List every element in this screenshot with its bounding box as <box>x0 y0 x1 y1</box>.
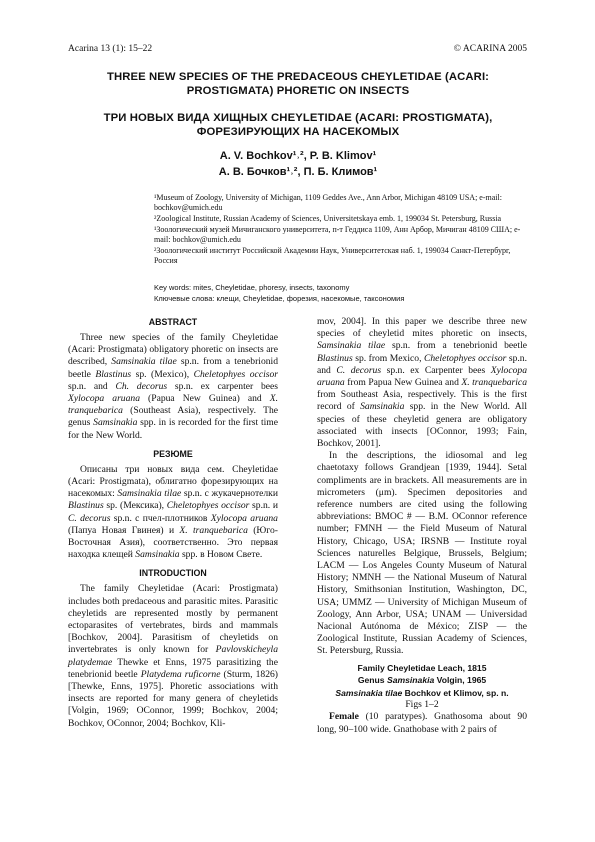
title-russian <box>68 111 528 139</box>
affiliation-2-en: ²Zoological Institute, Russian Academy of Sciences, Universitetskaya emb. 1, 199034 St. Petersburg, Russia <box>154 214 502 224</box>
keywords <box>154 283 534 304</box>
affiliation-1-ru: ¹Зоологический музей Мичиганского университета, п-т Геддиса 1109, Анн Арбор, Мичиган 48109 США; e-mail: bochkov@umich.edu <box>154 224 521 245</box>
title-russian-line-2: ФОРЕЗИРУЮЩИХ НА НАСЕКОМЫХ <box>196 126 400 138</box>
species-heading: Samsinakia tilae Bochkov et Klimov, sp. n. <box>335 687 509 698</box>
affiliation-2-ru: ²Зоологический институт Российской Академии Наук, Университетская наб. 1, 199034 Санкт-Петербург, Россия <box>154 245 511 266</box>
title-english-line-1: THREE NEW SPECIES OF THE PREDACEOUS CHEYLETIDAE (ACARI: <box>106 71 490 83</box>
introduction-heading: INTRODUCTION <box>139 568 207 579</box>
female-description: Female (10 paratypes). Gnathosoma about 90 long, 90–100 wide. Gnathobase with 2 pairs of <box>317 711 527 735</box>
introduction-text: The family Cheyletidae (Acari: Prostigmata) includes both predaceous and parasitic mites. Parasitic cheyletids are represented mostly by permanent ectoparasites of vertebrates, birds and mammals [Bochkov, 2004]. Parasitism of cheyletids on invertebrates is only known for Pavlovskicheyla platydemae Thewke et Enns, 1975 parasitizing the tenebrionid beetle Platydema ruficorne (Sturm, 1826) [Thewke, Enns, 1975]. Phoretic associations with insects are reported for many genera of cheyletids [Volgin, 1969; OConnor, 1999; Bochkov, 2004; Bochkov, OConnor, 2004; Bochkov, Kli- <box>68 583 278 729</box>
keywords-russian: Ключевые слова: клещи, Cheyletidae, форезия, насекомые, таксономия <box>154 293 405 303</box>
title-russian-line-1: ТРИ НОВЫХ ВИДА ХИЩНЫХ CHEYLETIDAE (ACARI: PROSTIGMATA), <box>103 112 493 124</box>
journal-citation: Acarina 13 (1): 15–22 <box>68 44 153 54</box>
authors-russian: А. В. Бочков¹˒², П. Б. Климов¹ <box>218 166 378 178</box>
resume-heading: РЕЗЮМЕ <box>153 448 193 459</box>
title-english-line-2: PROSTIGMATA) PHORETIC ON INSECTS <box>186 85 410 97</box>
genus-heading: Genus Samsinakia Volgin, 1965 <box>357 675 487 686</box>
methods-paragraph: In the descriptions, the idiosomal and leg chaetotaxy follows Grandjean [1939, 1944]. Setal compliments are in brackets. All measurements are in micrometers (μm). Specimen depositories and reference numbers are cited using the following abbreviations: BMOC # — B.M. OConnor reference number; FMNH — the Field Museum of Natural History, Chicago, USA; IRSNB — Institute royal Sciences naturelles Belgique, Brussels, Belgium; LACM — Los Angeles County Museum of Natural History; NMNH — the National Museum of Natural History, Smithsonian Institution, Washington, DC, USA; UMMZ — University of Michigan Museum of Zoology, Ann Arbor, USA; UNAM — Universidad Nacional Autónoma de México; ZISP — the Zoological Institute, Russian Academy of Sciences, St. Petersburg, Russia. <box>317 450 527 657</box>
introduction-continued: mov, 2004]. In this paper we describe three new species of cheyletid mites phoretic on insects, Samsinakia tilae sp.n. from a tenebrionid beetle Blastinus sp. from Mexico, Cheletophyes occisor sp.n. and C. decorus sp.n. ex Carpenter bees Xylocopa aruana from Papua New Guinea and X. tranquebarica from Southeast Asia, respectively. This is the first record of Samsinakia spp. in the New World. All species of these cheyletid genera are obligatory associated with insects [OConnor, 1993; Fain, Bochkov, 2001]. <box>317 316 527 450</box>
left-column <box>68 316 278 730</box>
keywords-english: Key words: mites, Cheyletidae, phoresy, insects, taxonomy <box>154 283 350 292</box>
abstract-heading: ABSTRACT <box>148 317 198 327</box>
affiliations <box>154 193 530 267</box>
copyright-notice: © ACARINA 2005 <box>453 44 527 54</box>
family-heading: Family Cheyletidae Leach, 1815 <box>357 662 487 673</box>
figures-reference: Figs 1–2 <box>405 699 439 711</box>
resume-text: Описаны три новых вида сем. Cheyletidae (Acari: Prostigmata), облигатно форезирующих на насекомых: Samsinakia tilae sp.n. с жукачернотелки Blastinus sp. (Мексика), Cheletophyes occisor sp.n. и C. decorus sp.n. с пчел-плотников Xylocopa aruana (Папуа Новая Гвинея) и X. tranquebarica (Юго-Восточная Азия), соответственно. Это первая находка клещей Samsinakia spp. в Новом Свете. <box>68 463 279 561</box>
right-column <box>317 316 527 736</box>
authors-english: A. V. Bochkov¹˒², P. B. Klimov¹ <box>219 150 377 162</box>
title-english <box>68 70 528 98</box>
affiliation-1-en: ¹Museum of Zoology, University of Michigan, 1109 Geddes Ave., Ann Arbor, Michigan 48109 USA; e-mail: bochkov@umich.edu <box>154 193 502 213</box>
abstract-text: Three new species of the family Cheyletidae (Acari: Prostigmata) obligatory phoretic on insects are described, Samsinakia tilae sp.n. from a tenebrionid beetle Blastinus sp. (Mexico), Cheletophyes occisor sp.n. and Ch. decorus sp.n. ex carpenter bees Xylocopa aruana (Papua New Guinea) and X. tranquebarica (Southeast Asia), respectively. The genus Samsinakia spp. in is recorded for the first time for the New World. <box>68 332 279 441</box>
